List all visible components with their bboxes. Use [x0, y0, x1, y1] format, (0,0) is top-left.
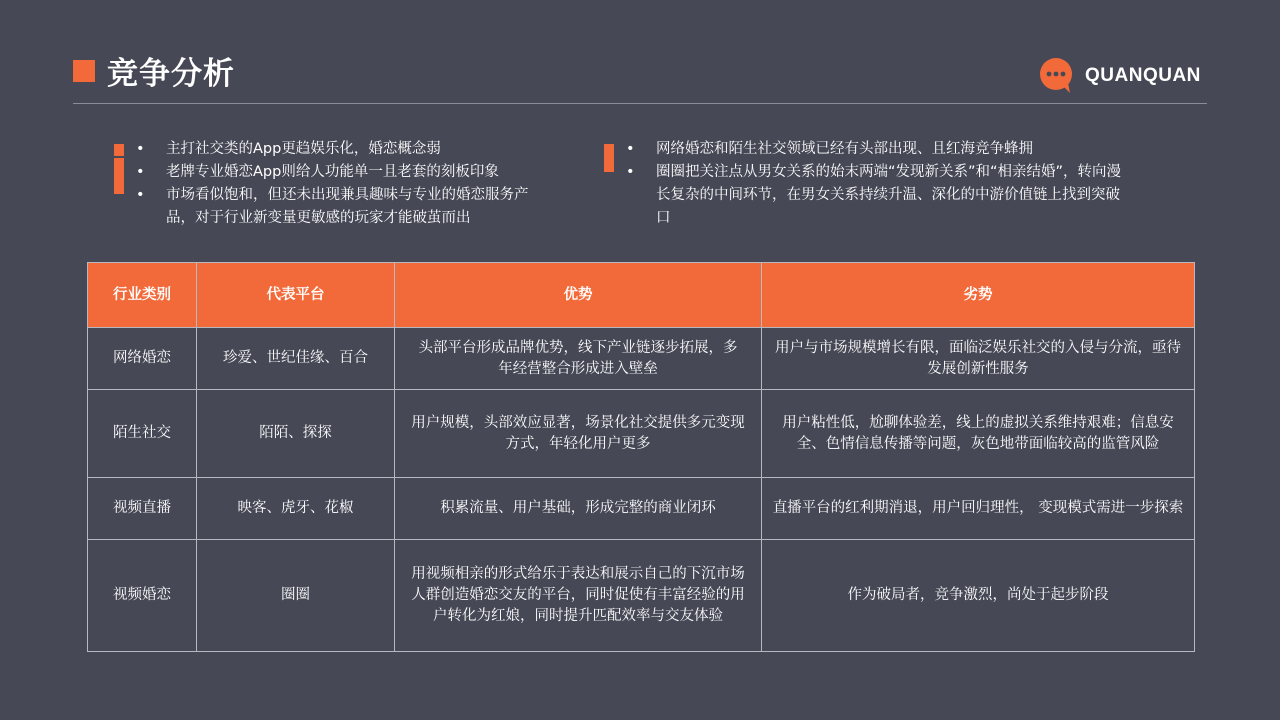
column-header-disadvantages: 劣势	[762, 263, 1195, 328]
table-cell: 陌生社交	[88, 390, 197, 478]
table-cell: 映客、虎牙、花椒	[197, 478, 395, 540]
left-accent-bar	[114, 144, 124, 194]
table-cell: 作为破局者，竞争激烈，尚处于起步阶段	[762, 540, 1195, 652]
column-header-category: 行业类别	[88, 263, 197, 328]
title-area	[73, 48, 235, 93]
competition-table	[87, 262, 1195, 652]
list-item: • 市场看似饱和，但还未出现兼具趣味与专业的婚恋服务产品，对于行业新变量更敏感的玩家才能破茧而出	[166, 184, 554, 230]
table-cell: 陌陌、探探	[197, 390, 395, 478]
page-title: 竞争分析	[107, 56, 235, 92]
column-header-platform: 代表平台	[197, 263, 395, 328]
chat-bubble-icon	[1037, 56, 1077, 96]
brand-name: QUANQUAN	[1085, 65, 1201, 86]
left-bullet-list	[114, 138, 554, 230]
table-cell: 用户与市场规模增长有限，面临泛娱乐社交的入侵与分流，亟待发展创新性服务	[762, 328, 1195, 390]
table-row	[88, 390, 1195, 478]
table-cell: 用视频相亲的形式给乐于表达和展示自己的下沉市场人群创造婚恋交友的平台，同时促使有丰富经验的用户转化为红娘，同时提升匹配效率与交友体验	[395, 540, 762, 652]
list-item: • 老牌专业婚恋App则给人功能单一且老套的刻板印象	[166, 161, 554, 184]
table-cell: 网络婚恋	[88, 328, 197, 390]
table-cell: 用户规模，头部效应显著，场景化社交提供多元变现方式，年轻化用户更多	[395, 390, 762, 478]
table-cell: 视频婚恋	[88, 540, 197, 652]
right-bullet-block	[604, 138, 1144, 230]
column-header-advantages: 优势	[395, 263, 762, 328]
table-cell: 圈圈	[197, 540, 395, 652]
table-row	[88, 540, 1195, 652]
table-cell: 直播平台的红利期消退，用户回归理性， 变现模式需进一步探索	[762, 478, 1195, 540]
table-cell: 用户粘性低，尬聊体验差，线上的虚拟关系维持艰难；信息安全、色情信息传播等问题，灰色地带面临较高的监管风险	[762, 390, 1195, 478]
table-row	[88, 478, 1195, 540]
list-item: • 主打社交类的App更趋娱乐化，婚恋概念弱	[166, 138, 554, 161]
list-item: • 圈圈把关注点从男女关系的始末两端“发现新关系”和“相亲结婚”，转向漫长复杂的中间环节，在男女关系持续升温、深化的中游价值链上找到突破口	[656, 161, 1126, 230]
right-bullet-list	[604, 138, 1126, 230]
header-divider	[73, 103, 1207, 104]
table-cell: 头部平台形成品牌优势，线下产业链逐步拓展，多年经营整合形成进入壁垒	[395, 328, 762, 390]
table-cell: 珍爱、世纪佳缘、百合	[197, 328, 395, 390]
table-cell: 视频直播	[88, 478, 197, 540]
right-accent-bar	[604, 144, 614, 172]
left-bullet-block	[114, 138, 554, 230]
table-header-row	[88, 263, 1195, 328]
brand-logo	[1037, 56, 1201, 96]
list-item: • 网络婚恋和陌生社交领域已经有头部出现、且红海竞争蜂拥	[656, 138, 1126, 161]
table-cell: 积累流量、用户基础，形成完整的商业闭环	[395, 478, 762, 540]
table-row	[88, 328, 1195, 390]
title-marker	[73, 60, 95, 82]
